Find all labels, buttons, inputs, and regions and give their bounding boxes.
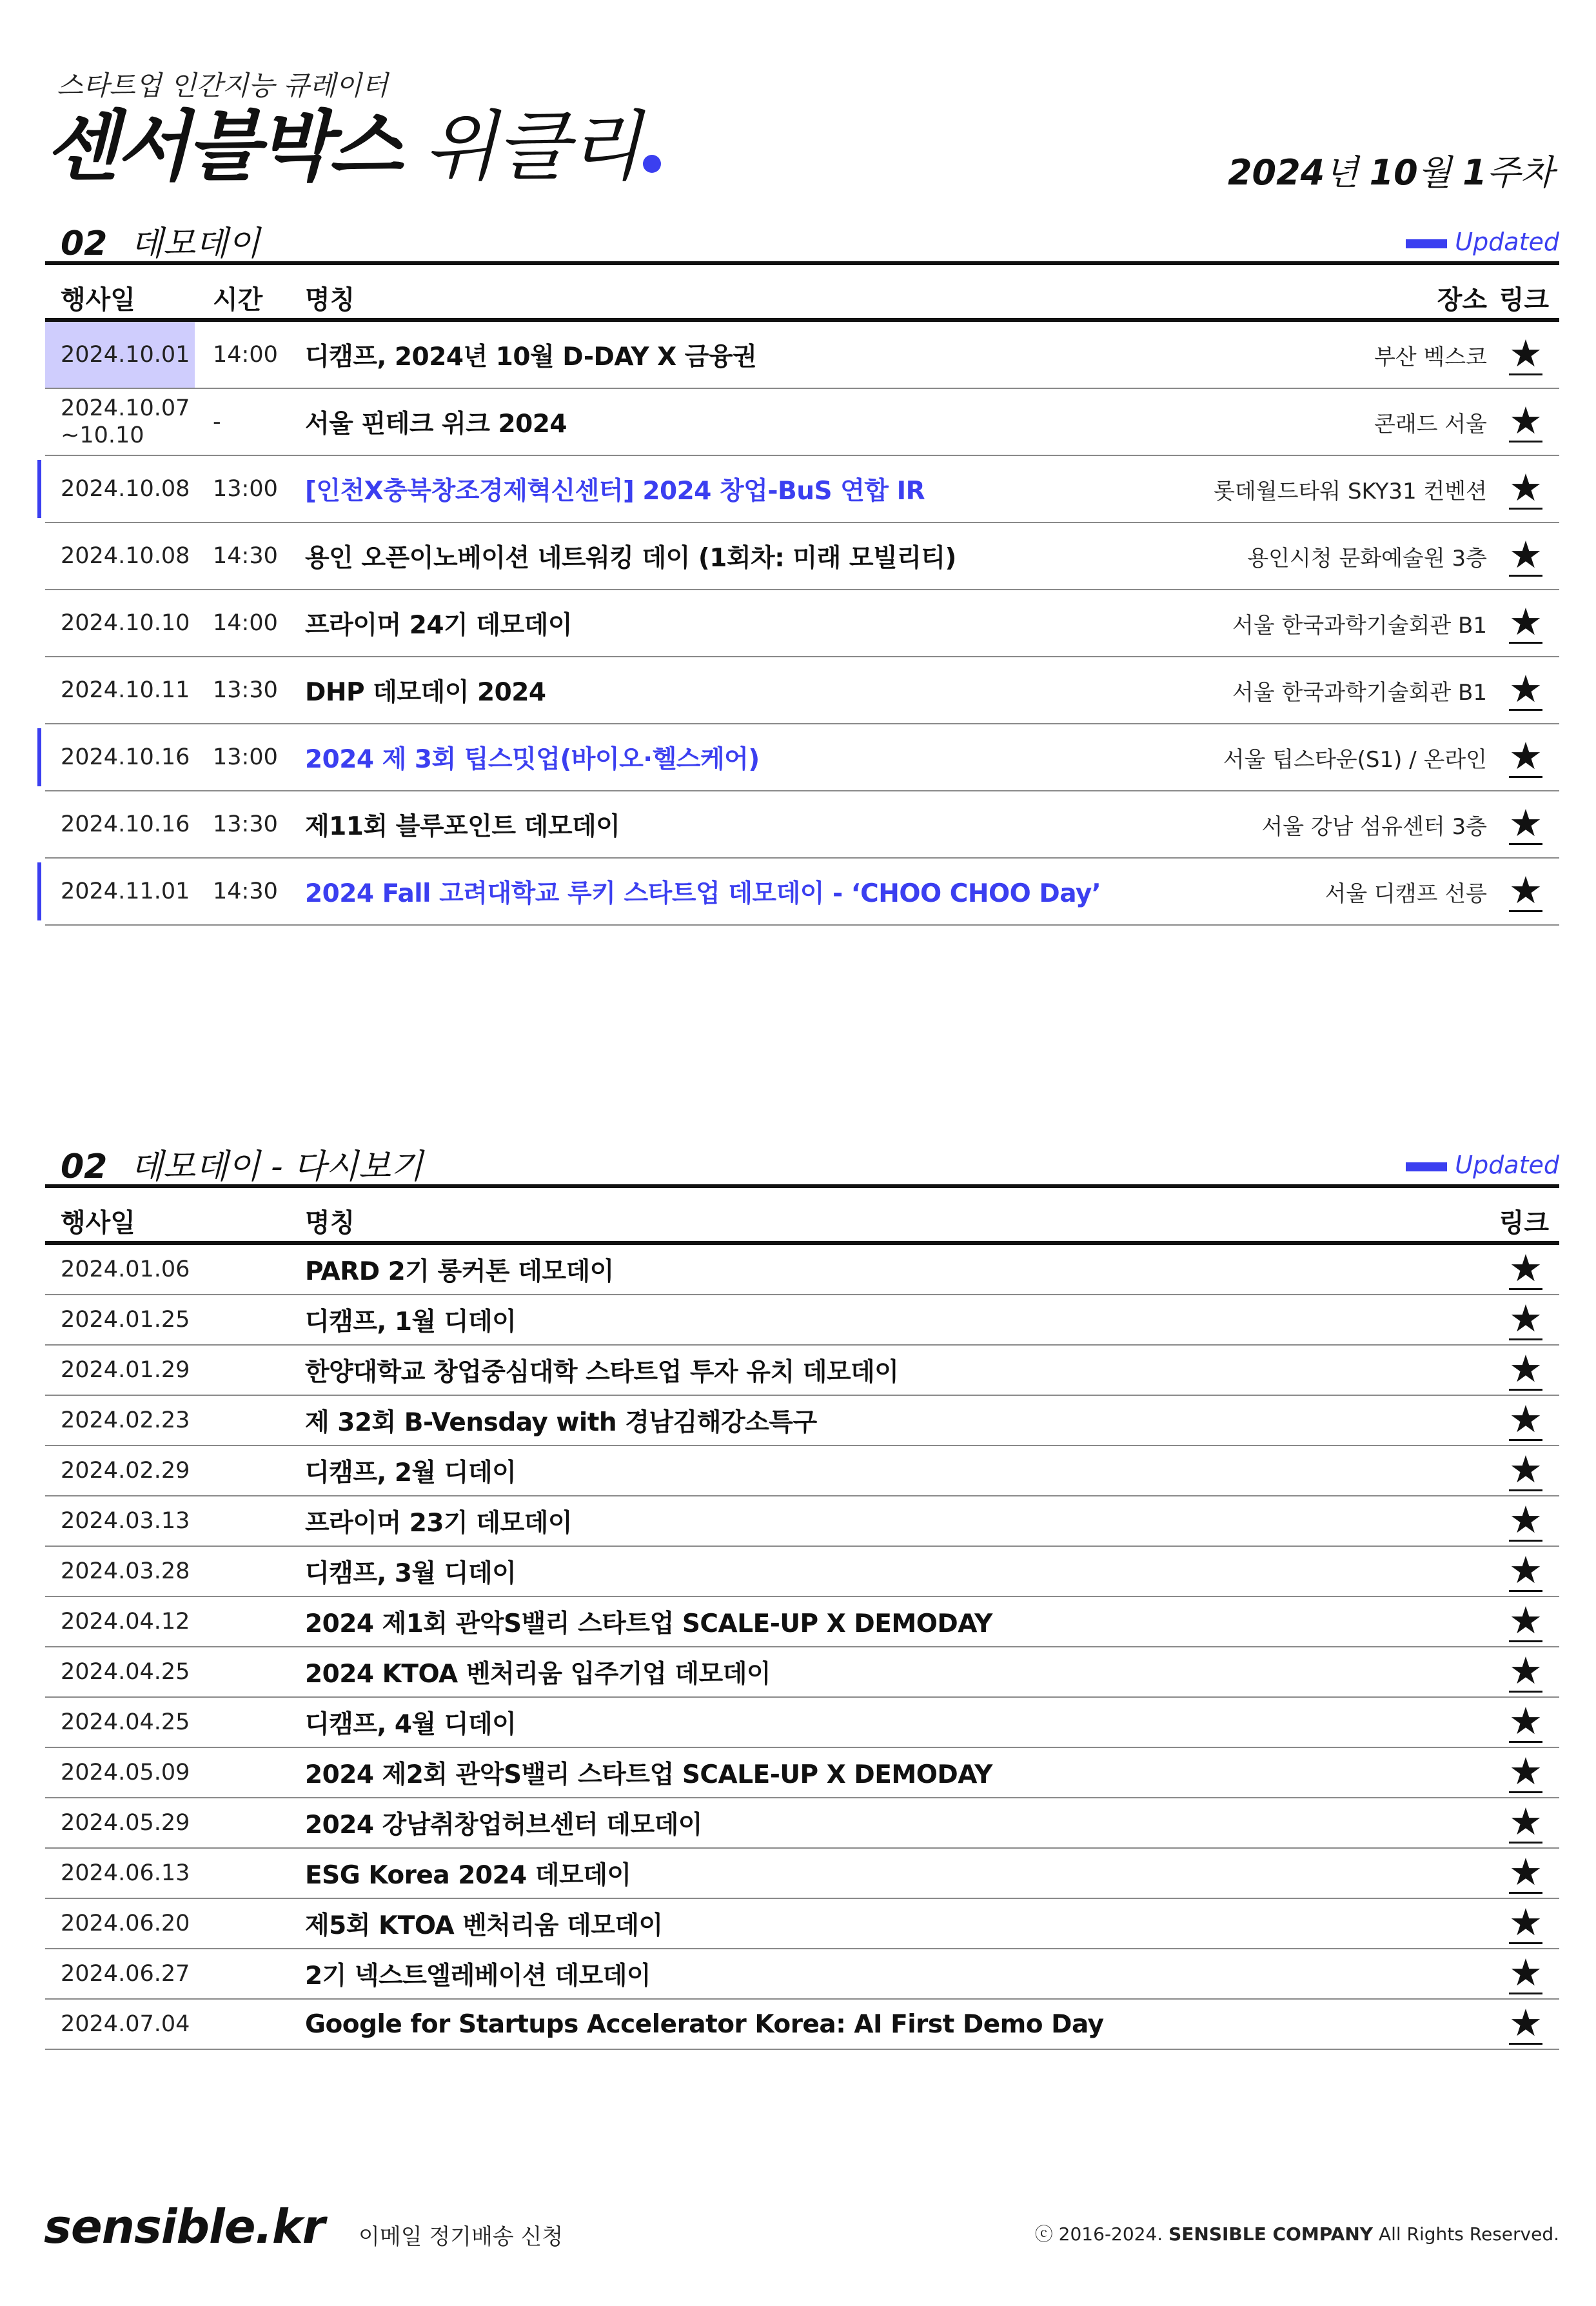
table-row: [45, 1245, 1559, 1295]
updated-bar-icon: [1406, 1162, 1447, 1171]
star-link-icon[interactable]: ★: [1509, 2000, 1542, 2045]
table-row: [45, 724, 1559, 791]
star-link-icon[interactable]: ★: [1509, 1799, 1542, 1844]
event-name: ESG Korea 2024 데모데이: [305, 1861, 631, 1890]
event-link[interactable]: [1505, 389, 1546, 455]
table-row: [45, 791, 1559, 859]
table-row: [45, 389, 1559, 456]
section-header: [45, 1139, 1559, 1184]
star-link-icon[interactable]: ★: [1509, 599, 1542, 644]
event-link[interactable]: [1505, 657, 1546, 723]
table-row: [45, 456, 1559, 523]
issue-month-unit: 월: [1417, 152, 1452, 193]
event-link[interactable]: [1505, 590, 1546, 656]
issue-year: 2024: [1227, 152, 1325, 193]
event-name: 프라이머 23기 데모데이: [305, 1509, 572, 1538]
event-place: 콘래드 서울: [1374, 411, 1487, 437]
event-date: 2024.04.12: [61, 1609, 190, 1635]
star-link-icon[interactable]: ★: [1509, 1900, 1542, 1944]
star-link-icon[interactable]: ★: [1509, 398, 1542, 442]
event-name: 제5회 KTOA 벤처리움 데모데이: [305, 1911, 663, 1940]
event-name: 서울 핀테크 위크 2024: [305, 410, 567, 439]
replay-table-body: [45, 1245, 1559, 2050]
col-time: 시간: [213, 285, 263, 315]
event-link[interactable]: [1505, 791, 1546, 857]
event-link[interactable]: [1505, 859, 1546, 924]
section-title-text: 데모데이 - 다시보기: [130, 1148, 424, 1186]
table-row: [45, 1949, 1559, 2000]
header-subtitle: 스타트업 인간지능 큐레이터: [57, 70, 388, 101]
issue-date: [1228, 145, 1554, 195]
star-link-icon[interactable]: ★: [1509, 1849, 1542, 1894]
event-place: 서울 한국과학기술회관 B1: [1232, 612, 1487, 639]
issue-year-unit: 년: [1325, 152, 1359, 193]
event-name: 디캠프, 3월 디데이: [305, 1559, 517, 1588]
copyright-suffix: All Rights Reserved.: [1378, 2223, 1559, 2245]
event-link[interactable]: [1505, 523, 1546, 589]
event-name: 디캠프, 2024년 10월 D-DAY X 금융권: [305, 343, 757, 372]
brand-weekly: 위클리: [424, 102, 641, 191]
event-date: 2024.02.23: [61, 1407, 190, 1433]
event-time: 13:30: [213, 811, 278, 837]
col-date: 행사일: [61, 1208, 135, 1238]
copyright-company: SENSIBLE COMPANY: [1168, 2223, 1374, 2245]
table-row: [45, 1849, 1559, 1899]
event-date: 2024.10.11: [61, 677, 190, 703]
event-link[interactable]: [1505, 456, 1546, 522]
section-number: 02: [61, 1148, 108, 1186]
star-link-icon[interactable]: ★: [1509, 1296, 1542, 1340]
event-time: 14:30: [213, 543, 278, 569]
table-row: [45, 1295, 1559, 1346]
col-link: 링크: [1499, 1208, 1549, 1238]
table-row: [45, 1346, 1559, 1396]
section-number: 02: [61, 224, 108, 263]
event-date: 2024.10.10: [61, 610, 190, 636]
event-date: 2024.05.29: [61, 1810, 190, 1836]
star-link-icon[interactable]: ★: [1509, 733, 1542, 778]
demoday-section: [45, 216, 1559, 926]
table-row: [45, 2000, 1559, 2050]
event-place: 서울 한국과학기술회관 B1: [1232, 679, 1487, 706]
star-link-icon[interactable]: ★: [1509, 465, 1542, 510]
event-link[interactable]: [1505, 1295, 1546, 1344]
star-link-icon[interactable]: ★: [1509, 800, 1542, 845]
event-link[interactable]: [1505, 2000, 1546, 2049]
star-link-icon[interactable]: ★: [1509, 1497, 1542, 1542]
col-link: 링크: [1499, 285, 1549, 315]
event-date: 2024.01.25: [61, 1307, 190, 1333]
table-row: [45, 590, 1559, 657]
table-row: [45, 1446, 1559, 1496]
event-time: 14:00: [213, 610, 278, 636]
event-name: PARD 2기 롱커톤 데모데이: [305, 1257, 614, 1286]
star-link-icon[interactable]: ★: [1509, 1346, 1542, 1391]
event-name: 디캠프, 1월 디데이: [305, 1307, 517, 1337]
star-link-icon[interactable]: ★: [1509, 1246, 1542, 1290]
event-name: [인천X충북창조경제혁신센터] 2024 창업-BuS 연합 IR: [305, 477, 925, 506]
event-date: 2024.03.28: [61, 1558, 190, 1584]
event-place: 용인시청 문화예술원 3층: [1247, 545, 1487, 572]
event-name: 2024 Fall 고려대학교 루키 스타트업 데모데이 - ‘CHOO CHOO Day’: [305, 879, 1101, 908]
event-name: 2024 제1회 관악S밸리 스타트업 SCALE-UP X DEMODAY: [305, 1609, 992, 1638]
event-link[interactable]: [1505, 1849, 1546, 1898]
issue-month: 10: [1369, 152, 1418, 193]
event-link[interactable]: [1505, 322, 1546, 388]
brand-dot-icon: [643, 155, 661, 173]
event-name: 2024 제 3회 팁스밋업(바이오·헬스케어): [305, 745, 760, 774]
event-link[interactable]: [1505, 724, 1546, 790]
section-header: [45, 216, 1559, 261]
event-link[interactable]: [1505, 1396, 1546, 1445]
col-place: 장소: [1437, 285, 1487, 315]
table-row: [45, 523, 1559, 590]
event-place: 서울 강남 섬유센터 3층: [1261, 813, 1487, 840]
event-date: 2024.04.25: [61, 1709, 190, 1735]
event-date: 2024.10.08: [61, 543, 190, 569]
table-row: [45, 1647, 1559, 1698]
star-link-icon[interactable]: ★: [1509, 1749, 1542, 1793]
event-date: 2024.02.29: [61, 1458, 190, 1484]
table-header: [45, 261, 1559, 322]
event-place: 롯데월드타워 SKY31 컨벤션: [1214, 478, 1487, 504]
event-date: 2024.06.27: [61, 1961, 190, 1987]
event-link[interactable]: [1505, 1245, 1546, 1294]
event-link[interactable]: [1505, 1798, 1546, 1847]
event-place: 서울 디캠프 선릉: [1325, 880, 1487, 907]
table-row: [45, 1496, 1559, 1547]
table-row: [45, 322, 1559, 389]
event-name: 2024 KTOA 벤처리움 입주기업 데모데이: [305, 1660, 771, 1689]
event-place: 서울 팁스타운(S1) / 온라인: [1223, 746, 1487, 773]
star-link-icon[interactable]: ★: [1509, 1648, 1542, 1693]
table-row: [45, 1547, 1559, 1597]
event-name: 2기 넥스트엘레베이션 데모데이: [305, 1962, 651, 1991]
brand-title: [45, 102, 661, 191]
event-name: DHP 데모데이 2024: [305, 678, 546, 707]
event-link[interactable]: [1505, 1647, 1546, 1696]
issue-week: 1: [1463, 152, 1487, 193]
event-link[interactable]: [1505, 1748, 1546, 1797]
table-row: [45, 657, 1559, 724]
event-date: 2024.11.01: [61, 879, 190, 904]
updated-legend: [1406, 228, 1559, 256]
updated-bar-icon: [1406, 239, 1447, 248]
event-place: 부산 벡스코: [1374, 344, 1487, 370]
event-date: 2024.06.20: [61, 1911, 190, 1936]
event-name: 제 32회 B-Vensday with 경남김해강소특구: [305, 1408, 817, 1437]
event-date: 2024.10.16: [61, 811, 190, 837]
star-link-icon[interactable]: ★: [1509, 1447, 1542, 1491]
col-date: 행사일: [61, 285, 135, 315]
event-date: 2024.03.13: [61, 1508, 190, 1534]
issue-week-unit: 주차: [1486, 152, 1554, 193]
event-link[interactable]: [1505, 1446, 1546, 1495]
event-link[interactable]: [1505, 1346, 1546, 1395]
event-time: 13:00: [213, 476, 278, 502]
star-link-icon[interactable]: ★: [1509, 1950, 1542, 1994]
event-name: 제11회 블루포인트 데모데이: [305, 812, 620, 841]
star-link-icon[interactable]: ★: [1509, 532, 1542, 577]
star-link-icon[interactable]: ★: [1509, 1698, 1542, 1743]
col-name: 명칭: [305, 285, 355, 315]
updated-marker: [37, 728, 41, 786]
event-date: 2024.04.25: [61, 1659, 190, 1685]
event-date: 2024.06.13: [61, 1860, 190, 1886]
table-row: [45, 1396, 1559, 1446]
event-name: 용인 오픈이노베이션 네트워킹 데이 (1회차: 미래 모빌리티): [305, 544, 956, 573]
replay-section: [45, 1139, 1559, 2050]
updated-marker: [37, 460, 41, 518]
event-time: 13:00: [213, 744, 278, 770]
col-name: 명칭: [305, 1208, 355, 1238]
table-row: [45, 1798, 1559, 1849]
event-time: 13:30: [213, 677, 278, 703]
event-time: 14:00: [213, 342, 278, 368]
table-header: [45, 1184, 1559, 1245]
star-link-icon[interactable]: ★: [1509, 868, 1542, 912]
event-date: 2024.01.29: [61, 1357, 190, 1383]
event-link[interactable]: [1505, 1547, 1546, 1596]
star-link-icon[interactable]: ★: [1509, 1547, 1542, 1592]
event-time: 14:30: [213, 879, 278, 904]
demoday-table-body: [45, 322, 1559, 926]
event-name: Google for Startups Accelerator Korea: AI First Demo Day: [305, 2009, 1104, 2039]
table-row: [45, 1698, 1559, 1748]
copyright-prefix: ⓒ 2016-2024.: [1034, 2223, 1163, 2245]
event-name: 2024 강남취창업허브센터 데모데이: [305, 1811, 702, 1840]
event-link[interactable]: [1505, 1949, 1546, 1998]
event-date: 2024.10.08: [61, 476, 190, 502]
event-name: 한양대학교 창업중심대학 스타트업 투자 유치 데모데이: [305, 1358, 899, 1387]
event-time: -: [213, 409, 221, 435]
event-date: 2024.10.07 ~10.10: [61, 395, 190, 448]
event-name: 디캠프, 4월 디데이: [305, 1710, 517, 1739]
event-date: 2024.10.16: [61, 744, 190, 770]
star-link-icon[interactable]: ★: [1509, 1598, 1542, 1642]
event-name: 디캠프, 2월 디데이: [305, 1458, 517, 1487]
table-row: [45, 1748, 1559, 1798]
updated-legend: [1406, 1151, 1559, 1179]
brand-bold: 센서블박스: [45, 102, 400, 191]
event-link[interactable]: [1505, 1899, 1546, 1948]
event-date: 2024.07.04: [61, 2011, 190, 2037]
updated-marker: [37, 862, 41, 920]
star-link-icon[interactable]: ★: [1509, 331, 1542, 375]
updated-label: Updated: [1455, 228, 1559, 256]
table-row: [45, 1899, 1559, 1949]
table-row: [45, 859, 1559, 926]
section-title: [61, 1139, 423, 1188]
updated-label: Updated: [1455, 1151, 1559, 1179]
event-link[interactable]: [1505, 1496, 1546, 1546]
star-link-icon[interactable]: ★: [1509, 666, 1542, 711]
event-date: 2024.05.09: [61, 1760, 190, 1785]
copyright: [1035, 2220, 1559, 2246]
event-name: 프라이머 24기 데모데이: [305, 611, 572, 640]
section-title: [61, 216, 260, 264]
event-date: 2024.01.06: [61, 1257, 190, 1282]
event-link[interactable]: [1505, 1698, 1546, 1747]
event-name: 2024 제2회 관악S밸리 스타트업 SCALE-UP X DEMODAY: [305, 1760, 992, 1789]
star-link-icon[interactable]: ★: [1509, 1397, 1542, 1441]
footer-logo[interactable]: sensible.kr: [44, 2200, 325, 2254]
section-title-text: 데모데이: [130, 224, 261, 263]
event-date: 2024.10.01: [45, 322, 195, 388]
subscribe-link[interactable]: 이메일 정기배송 신청: [359, 2224, 564, 2250]
table-row: [45, 1597, 1559, 1647]
event-link[interactable]: [1505, 1597, 1546, 1646]
